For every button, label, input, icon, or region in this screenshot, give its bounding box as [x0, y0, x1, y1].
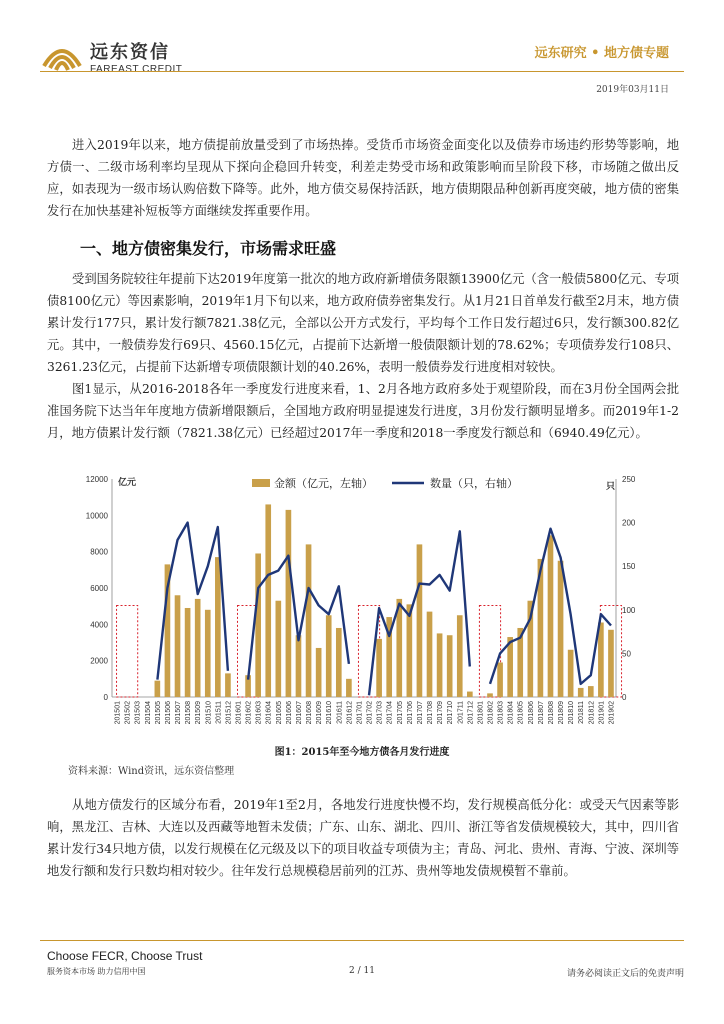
bar [487, 693, 493, 697]
x-tick-label: 201902 [608, 701, 616, 725]
x-tick-label: 201801 [477, 701, 485, 725]
issuance-chart [70, 465, 644, 743]
legend-bar-swatch [252, 479, 270, 487]
logo-chinese-name: 远东资信 [90, 42, 170, 63]
disclaimer-note: 请务必阅读正文后的免责声明 [566, 969, 684, 979]
report-date: 2019年03月11日 [596, 85, 669, 95]
bar [175, 595, 181, 697]
paragraph-figure-description: 图1显示，从2016-2018各年一季度发行进度来看，1、2月各地方政府多处于观望阶段，而在3月份全国两会批准国务院下达当年年度地方债新增限额后，全国地方政府明显提速发行进度，3月份发行额明显增多。而2019年1-2月，地方债累计发行额（7821.38亿元）已经超过2017年一季度和2018一季度发行额总和（6940.49亿元）。 [47, 382, 679, 440]
x-tick-label: 201711 [457, 701, 465, 724]
x-tick-label: 201606 [285, 701, 293, 725]
x-tick-label: 201506 [164, 701, 172, 725]
x-tick-label: 201507 [175, 701, 183, 725]
paragraph-issuance: 受到国务院较往年提前下达2019年度第一批次的地方政府新增债务限额13900亿元（含一般债5800亿元、专项债8100亿元）等因素影响，2019年1月下旬以来，地方政府债券密集发行。从1月21日首单发行截至2月末，地方债累计发行177只，累计发行额7821.38亿元，全部以公开方式发行，平均每个工作日发行超过6只，发行额300.82亿元。其中，一般债券发行69只、4560.15亿元，占提前下达新增一般债限额计划的78.62%；专项债券发行108只、3261.23亿元，占提前下达新增专项债限额计划的40.26%，表明一般债券发行进度相对较快。 [47, 272, 679, 374]
highlight-box [117, 605, 138, 697]
x-tick-label: 201807 [537, 701, 545, 725]
footer-subslogan: 服务资本市场 助力信用中国 [47, 967, 146, 976]
bar [296, 635, 302, 697]
footer-divider [40, 940, 684, 941]
right-axis-label: 只 [606, 481, 616, 491]
x-tick-label: 201502 [124, 701, 132, 725]
x-tick-label: 201901 [598, 701, 606, 725]
x-tick-label: 201705 [396, 701, 404, 725]
x-tick-label: 201703 [376, 701, 384, 725]
bar [588, 686, 594, 697]
paragraph-regional: 从地方债发行的区域分布看，2019年1至2月，各地发行进度快慢不均，发行规模高低分化：或受天气因素等影响，黑龙江、吉林、大连以及西藏等地暂未发债；广东、山东、湖北、四川、浙江等省发债规模较大，其中，四川省累计发行34只地方债，以发行规模在亿元级及以下的项目收益专项债为主；青岛、河北、贵州、青海、宁波、深圳等地发行额和发行只数均相对较少。往年发行总规模稳居前列的江苏、贵州等地发债规模暂不靠前。 [47, 798, 679, 878]
bar [578, 688, 584, 697]
section-title: 一、地方债密集发行，市场需求旺盛 [80, 239, 337, 258]
x-tick-label: 201503 [134, 701, 142, 725]
bar [265, 504, 271, 697]
x-tick-label: 201605 [275, 701, 283, 725]
x-tick-label: 201805 [517, 701, 525, 725]
bar [255, 553, 261, 697]
x-tick-label: 201707 [416, 701, 424, 725]
figure-source: 资料来源：Wind资讯，远东资信整理 [68, 766, 235, 777]
bar [497, 662, 503, 697]
right-tick-label: 50 [622, 649, 631, 659]
bar [346, 679, 352, 697]
x-tick-label: 201604 [265, 701, 273, 725]
bar [437, 633, 443, 697]
x-tick-label: 201802 [487, 701, 495, 725]
page-number: 2 / 11 [349, 966, 375, 976]
intro-paragraph: 进入2019年以来，地方债提前放量受到了市场热捧。受货币市场资金面变化以及债券市场违约形势等影响，地方债一、二级市场利率均呈现从下探向企稳回升转变，利差走势受市场和政策影响而呈阶段下移，市场随之做出反应，如表现为一级市场认购倍数下降等。此外，地方债交易保持活跃，地方债期限品种创新再度突破，地方债的密集发行在加快基建补短板等方面继续发挥重要作用。 [47, 138, 679, 218]
bar [316, 648, 322, 697]
bar [326, 615, 332, 697]
x-tick-label: 201505 [154, 701, 162, 725]
x-tick-label: 201708 [427, 701, 435, 725]
left-tick-label: 10000 [85, 511, 108, 521]
bar [155, 681, 161, 697]
x-tick-label: 201611 [336, 701, 344, 724]
bar [568, 650, 574, 697]
x-tick-label: 201601 [235, 701, 243, 725]
left-tick-label: 4000 [90, 620, 108, 630]
x-tick-label: 201806 [527, 701, 535, 725]
right-tick-label: 100 [622, 605, 636, 615]
left-tick-label: 0 [103, 693, 108, 702]
x-tick-label: 201610 [326, 701, 334, 725]
x-tick-label: 201510 [205, 701, 213, 725]
bar [376, 639, 382, 697]
right-tick-label: 250 [622, 475, 636, 484]
bar [457, 615, 463, 697]
company-logo [40, 38, 182, 75]
header-divider [40, 71, 684, 72]
left-tick-label: 12000 [85, 475, 108, 484]
x-tick-label: 201511 [215, 701, 223, 724]
bar [608, 630, 614, 697]
x-tick-label: 201808 [547, 701, 555, 725]
left-axis-label: 亿元 [118, 477, 137, 487]
bar [467, 692, 473, 697]
left-tick-label: 6000 [90, 584, 108, 593]
bar [407, 604, 413, 697]
x-tick-label: 201710 [447, 701, 455, 725]
legend-line-label: 数量（只，右轴） [430, 478, 518, 490]
x-tick-label: 201608 [306, 701, 314, 725]
bar [275, 601, 281, 697]
x-tick-label: 201810 [568, 701, 576, 725]
bar [548, 535, 554, 697]
x-tick-label: 201701 [356, 701, 364, 725]
left-tick-label: 8000 [90, 547, 108, 557]
bar [447, 635, 453, 697]
x-tick-label: 201812 [588, 701, 596, 725]
x-tick-label: 201501 [114, 701, 122, 725]
x-tick-label: 201512 [225, 701, 233, 725]
bar [306, 544, 312, 697]
bar [195, 599, 201, 697]
x-tick-label: 201706 [406, 701, 414, 725]
x-tick-label: 201603 [255, 701, 263, 725]
x-tick-label: 201612 [346, 701, 354, 725]
bar [215, 557, 221, 697]
x-tick-label: 201803 [497, 701, 505, 725]
x-tick-label: 201602 [245, 701, 253, 725]
x-tick-label: 201509 [195, 701, 203, 725]
bar [286, 510, 292, 697]
x-tick-label: 201804 [507, 701, 515, 725]
legend-bar-label: 金额（亿元，左轴） [274, 478, 373, 490]
bar [205, 610, 211, 697]
fareast-logo-icon [40, 40, 84, 74]
bar [598, 623, 604, 697]
figure-caption: 图1：2015年至今地方债各月发行进度 [274, 747, 450, 758]
bar [225, 673, 231, 697]
logo-english-name: FAREAST CREDIT [90, 64, 183, 75]
report-tag: 远东研究 • 地方债专题 [534, 46, 669, 61]
x-tick-label: 201607 [295, 701, 303, 725]
right-tick-label: 200 [622, 518, 636, 528]
x-tick-label: 201811 [578, 701, 586, 724]
x-tick-label: 201702 [366, 701, 374, 725]
left-tick-label: 2000 [90, 656, 108, 666]
x-tick-label: 201504 [144, 701, 152, 725]
bar [185, 608, 191, 697]
x-tick-label: 201709 [437, 701, 445, 725]
x-tick-label: 201704 [386, 701, 394, 725]
x-tick-label: 201712 [467, 701, 475, 725]
bar [336, 628, 342, 697]
x-tick-label: 201809 [558, 701, 566, 725]
x-tick-label: 201609 [316, 701, 324, 725]
bar [558, 561, 564, 697]
bar [417, 544, 423, 697]
right-tick-label: 150 [622, 562, 636, 572]
right-tick-label: 0 [622, 693, 627, 702]
footer-slogan: Choose FECR, Choose Trust [47, 949, 203, 963]
x-tick-label: 201508 [185, 701, 193, 725]
bar [427, 612, 433, 697]
